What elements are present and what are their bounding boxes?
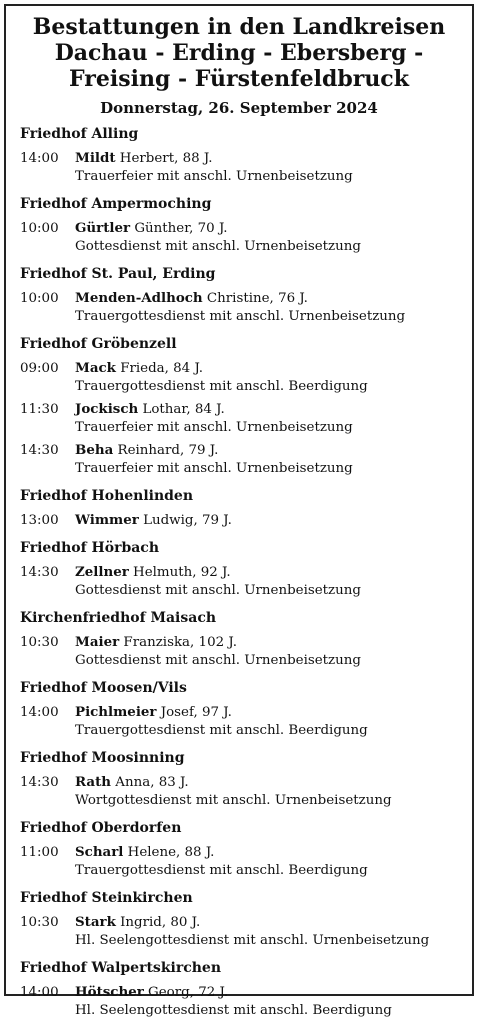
burial-entry	[20, 359, 458, 396]
cemetery-name: Friedhof Moosinning	[20, 750, 185, 766]
burial-entry	[20, 219, 458, 256]
entry-ceremony: Trauerfeier mit anschl. Urnenbeisetzung	[75, 461, 353, 476]
entry-main-line	[20, 773, 458, 792]
entry-main-line	[20, 983, 458, 1002]
cemetery-name: Friedhof Moosen/Vils	[20, 680, 187, 696]
entry-ceremony: Trauerfeier mit anschl. Urnenbeisetzung	[75, 169, 353, 184]
entry-name-age: Frieda, 84 J.	[115, 361, 204, 376]
entry-name-age: Franziska, 102 J.	[119, 635, 237, 650]
cemetery-block	[20, 124, 458, 186]
entry-main-line	[20, 913, 458, 932]
entry-main-line	[20, 843, 458, 862]
cemetery-block	[20, 538, 458, 600]
entry-time: 14:30	[20, 443, 59, 458]
entry-time: 10:00	[20, 291, 59, 306]
entry-name-age: Helene, 88 J.	[123, 845, 215, 860]
entry-ceremony: Trauergottesdienst mit anschl. Beerdigung	[75, 863, 368, 878]
entry-time: 14:30	[20, 565, 59, 580]
cemetery-block	[20, 608, 458, 670]
cemetery-block	[20, 334, 458, 478]
entry-surname: Stark	[75, 914, 116, 930]
page-date: Donnerstag, 26. September 2024	[100, 99, 378, 117]
entry-ceremony: Gottesdienst mit anschl. Urnenbeisetzung	[75, 583, 361, 598]
cemetery-block	[20, 748, 458, 810]
entry-main-line	[20, 400, 458, 419]
entry-time: 14:00	[20, 705, 59, 720]
entry-name-age: Ludwig, 79 J.	[138, 513, 232, 528]
entry-surname: Maier	[75, 634, 120, 650]
burial-entry	[20, 441, 458, 478]
entry-time: 11:00	[20, 845, 59, 860]
burial-entry	[20, 563, 458, 600]
entry-surname: Gürtler	[75, 220, 131, 236]
entry-surname: Scharl	[75, 844, 124, 860]
entry-name-age: Helmuth, 92 J.	[128, 565, 231, 580]
entry-ceremony: Trauergottesdienst mit anschl. Beerdigung	[75, 723, 368, 738]
burial-entry	[20, 913, 458, 950]
cemetery-name: Friedhof Steinkirchen	[20, 890, 193, 906]
entry-ceremony: Hl. Seelengottesdienst mit anschl. Urnenbeisetzung	[75, 933, 430, 948]
cemetery-name: Friedhof Ampermoching	[20, 196, 212, 212]
burial-entry	[20, 511, 458, 530]
entry-name-age: Josef, 97 J.	[156, 705, 232, 720]
cemetery-name: Kirchenfriedhof Maisach	[20, 610, 217, 626]
entry-surname: Pichlmeier	[75, 704, 157, 720]
cemetery-block	[20, 958, 458, 1020]
burial-entry	[20, 400, 458, 437]
entry-time: 14:00	[20, 151, 59, 166]
entry-surname: Zellner	[75, 564, 129, 580]
entry-name-age: Georg, 72 J.	[143, 985, 229, 1000]
entry-ceremony: Trauergottesdienst mit anschl. Urnenbeisetzung	[75, 309, 406, 324]
entry-main-line	[20, 703, 458, 722]
entry-time: 10:30	[20, 915, 59, 930]
entry-name-age: Günther, 70 J.	[130, 221, 228, 236]
cemetery-name: Friedhof Oberdorfen	[20, 820, 182, 836]
entry-surname: Mildt	[75, 150, 116, 166]
entry-main-line	[20, 633, 458, 652]
entry-main-line	[20, 563, 458, 582]
entry-ceremony: Trauergottesdienst mit anschl. Beerdigung	[75, 379, 368, 394]
cemetery-name: Friedhof St. Paul, Erding	[20, 266, 216, 282]
entry-surname: Rath	[75, 774, 112, 790]
entry-ceremony: Gottesdienst mit anschl. Urnenbeisetzung	[75, 653, 361, 668]
entry-main-line	[20, 149, 458, 168]
entry-main-line	[20, 511, 458, 530]
cemetery-name: Friedhof Gröbenzell	[20, 336, 177, 352]
entry-time: 14:30	[20, 775, 59, 790]
cemetery-name: Friedhof Hörbach	[20, 540, 160, 556]
entry-ceremony: Hl. Seelengottesdienst mit anschl. Beerdigung	[75, 1003, 392, 1018]
entry-ceremony: Gottesdienst mit anschl. Urnenbeisetzung	[75, 239, 361, 254]
entry-ceremony: Wortgottesdienst mit anschl. Urnenbeisetzung	[75, 793, 392, 808]
entry-name-age: Lothar, 84 J.	[138, 402, 225, 417]
entry-surname: Beha	[75, 442, 114, 458]
entry-time: 10:00	[20, 221, 59, 236]
entry-main-line	[20, 359, 458, 378]
burial-entry	[20, 773, 458, 810]
entry-ceremony: Trauerfeier mit anschl. Urnenbeisetzung	[75, 420, 353, 435]
burial-entry	[20, 633, 458, 670]
burial-entry	[20, 983, 458, 1020]
burial-entry	[20, 149, 458, 186]
entry-main-line	[20, 441, 458, 460]
entry-name-age: Christine, 76 J.	[202, 291, 308, 306]
page-title: Bestattungen in den Landkreisen Dachau - Erding - Ebersberg - Freising - Fürstenfeldbruck	[32, 14, 446, 92]
entry-time: 09:00	[20, 361, 59, 376]
cemetery-block	[20, 888, 458, 950]
cemetery-block	[20, 678, 458, 740]
entry-time: 14:00	[20, 985, 59, 1000]
cemetery-block	[20, 264, 458, 326]
entry-main-line	[20, 219, 458, 238]
entry-name-age: Herbert, 88 J.	[115, 151, 213, 166]
entry-name-age: Anna, 83 J.	[111, 775, 189, 790]
burial-entry	[20, 703, 458, 740]
cemetery-block	[20, 818, 458, 880]
entry-name-age: Ingrid, 80 J.	[115, 915, 201, 930]
entry-time: 13:00	[20, 513, 59, 528]
obituary-frame	[4, 4, 474, 1018]
entry-surname: Jockisch	[75, 401, 139, 417]
entry-time: 10:30	[20, 635, 59, 650]
burial-entry	[20, 289, 458, 326]
entry-surname: Menden-Adlhoch	[75, 290, 203, 306]
entry-surname: Hötscher	[75, 984, 144, 1000]
entry-surname: Wimmer	[75, 512, 139, 528]
cemetery-block	[20, 486, 458, 530]
cemetery-block	[20, 194, 458, 256]
entry-time: 11:30	[20, 402, 59, 417]
entry-name-age: Reinhard, 79 J.	[113, 443, 219, 458]
cemetery-name: Friedhof Hohenlinden	[20, 488, 194, 504]
cemetery-name: Friedhof Walpertskirchen	[20, 960, 221, 976]
entry-surname: Mack	[75, 360, 116, 376]
cemetery-name: Friedhof Alling	[20, 126, 139, 142]
cemetery-list	[20, 124, 458, 1020]
burial-entry	[20, 843, 458, 880]
entry-main-line	[20, 289, 458, 308]
